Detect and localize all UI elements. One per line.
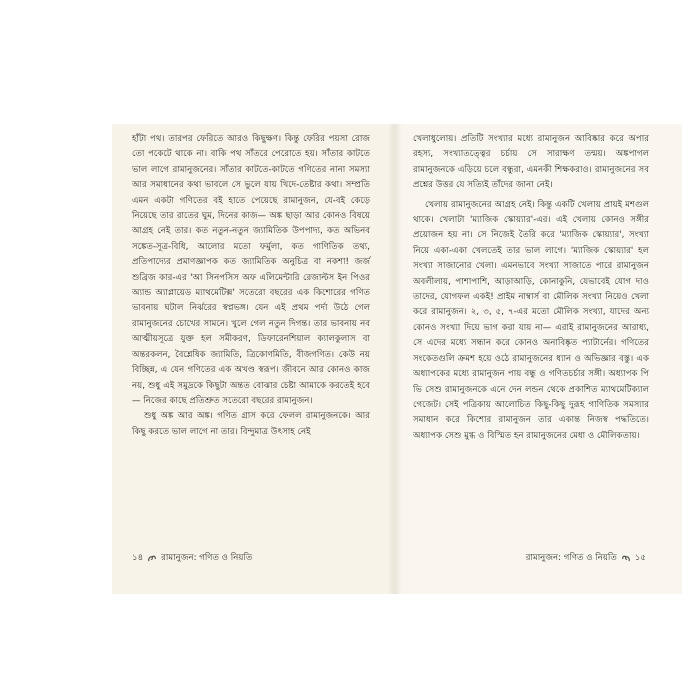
right-page-number: ১৫ bbox=[634, 553, 646, 563]
right-paragraph-2: খেলায় রামানুজনের আগ্রহ নেই। কিন্তু একটি খেলায় প্রায়ই মশগুল থাকে। খেলাটা 'ম্যাজিক স্কোয়্যার'-এর। এই খেলায় কোনও সঙ্গীর প্রয়োজন হয় না। সে নিজেই তৈরি করে 'ম্যাজিক স্কোয়্যার', সংখ্যা নিয়ে একা-একা খেলতেই তার ভাল লাগে। 'ম্যাজিক স্কোয়্যার' হল সংখ্যা সাজানোর খেলা। এমনভাবে সংখ্যা সাজাতে পারে রামানুজন অবলীলায়, পাশাপাশি, আড়াআড়ি, কোনাকুনি, যেভাবেই যোগ দাও তাদের, যোগফল একই! প্রাইম নাম্বার্স বা মৌলিক সংখ্যা নিয়েও খেলা করে রামানুজন। ২, ৩, ৫, ৭-এর মতো মৌলিক সংখ্যা, যাদের অন্য কোনও সংখ্যা দিয়ে ভাগ করা যায় না— এরাই রামানুজনের আরাধ্য, সে এদের মধ্যে সন্ধান করে কোনও অনাবিষ্কৃত প্যাটার্নের। গণিতের সংকেতগুলি ক্রমশ হয়ে ওঠে রামানুজনের ধ্যান ও অভিজ্ঞার বস্তু। এক অধ্যাপকের মধ্যে রামানুজন পায় বন্ধু ও গণিতচর্চার সঙ্গী। অধ্যাপক পি ভি সেশু রামানুজনকে এনে দেন লন্ডন থেকে প্রকাশিত ম্যাথমেটিক্যাল গেজেট। সেই পত্রিকায় আলোচিত কিছু-কিছু দুরূহ গাণিতিক সমস্যার সমাধান করে কিশোর রামানুজন তার একান্ত নিজস্ব পদ্ধতিতে। অধ্যাপক সেশু মুগ্ধ ও বিস্মিত হন রামানুজনের মেধা ও মৌলিকতায়। bbox=[413, 199, 649, 441]
right-folio bbox=[526, 551, 646, 565]
right-page-body bbox=[413, 132, 649, 444]
scroll-flourish-icon bbox=[621, 554, 631, 563]
left-running-head: রামানুজন: গণিত ও নিয়তি bbox=[161, 553, 253, 563]
scroll-flourish-icon bbox=[147, 554, 157, 563]
left-folio bbox=[132, 551, 252, 565]
left-page bbox=[112, 124, 395, 594]
left-paragraph-2: শুধু অঙ্ক আর অঙ্ক। গণিত গ্রাস করে ফেলল রামানুজনকে। আর কিছু করতে ভাল লাগে না তার। বিন্দুমাত্র উৎসাহ নেই bbox=[132, 411, 370, 437]
right-page bbox=[395, 124, 682, 594]
book-spread bbox=[112, 124, 682, 594]
page-gutter bbox=[388, 124, 402, 594]
right-running-head: রামানুজন: গণিত ও নিয়তি bbox=[525, 553, 617, 563]
left-page-body bbox=[132, 132, 370, 440]
left-paragraph-1: হাঁটা পথ। তারপর ফেরিতে আরও কিছুক্ষণ। কিন্তু ফেরির পয়সা রোজ তো পকেটে থাকে না। বাকি পথ সাঁতরে পেরোতে হয়। সাঁতার কাটতে ভাল লাগে রামানুজনের। সাঁতার কাটতে-কাটতে গণিতের নানা সমস্যা আর সমাধানের কথা ভাবলে সে ভুলে যায় খিদে-তেষ্টার কথা। সম্প্রতি এমন একটা গণিতের বই হাতে পেয়েছে রামানুজন, যে-বই কেড়ে নিয়েছে তার রাতের ঘুম, দিনের কাজ— অঙ্ক ছাড়া আর কোনও বিষয়ে আগ্রহ নেই তার। কত নতুন-নতুন জ্যামিতিক উপপাদ্য, কত অভিনব সঙ্কেত-সূত্র-বিধি, আলোর মতো ফর্মুলা, কত গাণিতিক তথ্য, প্রতিপাদ্যের প্রমাণজ্ঞাপক কত জ্যামিতিক অনুচিত্র বা নকশা! জর্জ শুব্রিজ কার-এর 'আ সিনপসিস অফ এলিমেন্টারি রেজাল্টস ইন পিওর অ্যান্ড অ্যাপ্লায়েড ম্যাথমেটিক্স' সতেরো বছরের এক কিশোরের গণিত ভাবনায় ঘটাল নির্ঝরের স্বপ্নভঙ্গ। যেন এই প্রথম পর্দা উঠে গেল রামানুজনের চোখের সামনে। খুলে গেল নতুন দিগন্ত। তার ভাবনায় নব আত্মীয়সূত্রে যুক্ত হল সমীকরণ, ডিফারেনশিয়াল ক্যালকুলাস বা অন্তরকলন, বৈশ্লেষিক জ্যামিতি, ত্রিকোণমিতি, বীজগণিত। কেউ নয় বিচ্ছিন্ন, এ যেন গণিতের এক অখণ্ড স্বরূপ। জীবনে আর কোনও কাজ নয়, শুধু এই সমুদ্রকে কিছুটা অন্তত বোঝার চেষ্টা আমাকে করতেই হবে— নিজের কাছে প্রতিশ্রুত সতেরো বছরের রামানুজন। bbox=[132, 134, 370, 406]
right-paragraph-1: খেলাধুলোয়। প্রতিটি সংখ্যার মধ্যে রামানুজন আবিষ্কার করে অপার রহস্য, সংখ্যাতত্ত্বের চর্চায় সে সারাক্ষণ তন্ময়। অঙ্কপাগল রামানুজনকে এড়িয়ে চলে বন্ধুরা, এমনকী শিক্ষকরাও। রামানুজনের সব প্রশ্নের উত্তর যে সত্যিই তাঁদের জানা নেই। bbox=[413, 134, 649, 191]
left-page-number: ১৪ bbox=[132, 553, 144, 563]
